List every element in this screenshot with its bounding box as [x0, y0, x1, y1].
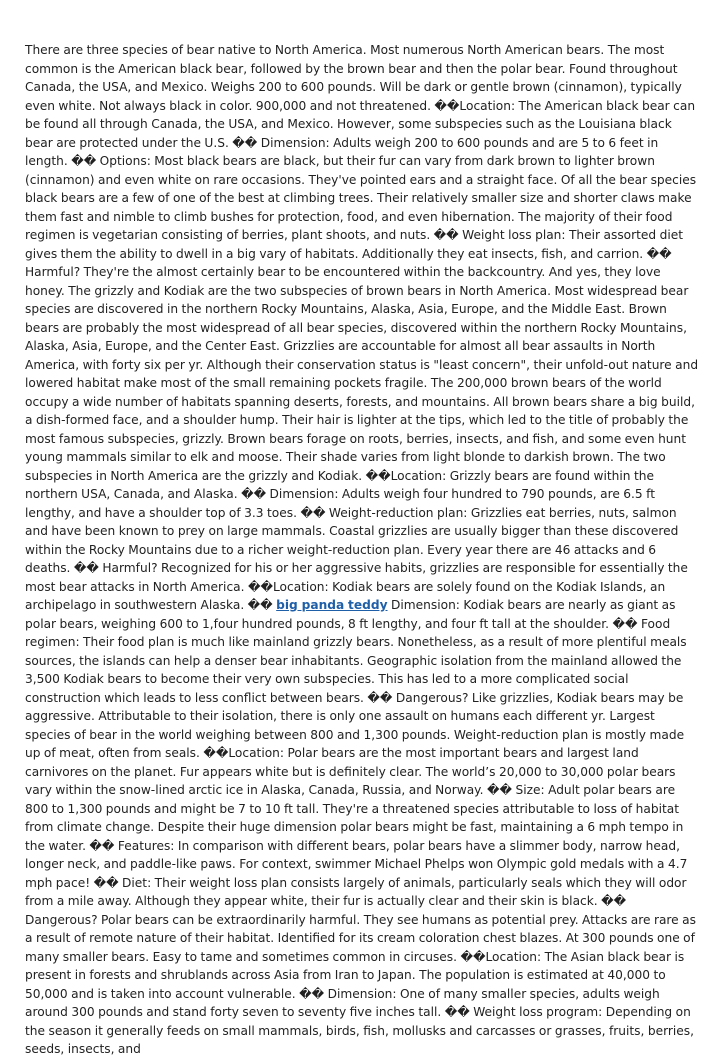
document-body: [25, 41, 699, 1059]
body-text-part-2: Dimension: Kodiak bears are nearly as giant as polar bears, weighing 600 to 1,four hundred pounds, 8 ft lengthy, and four ft tall at the shoulder. �� Food regimen: Their food plan is much like mainland grizzly bears. Nonetheless, as a result of more plentiful meals sources, the islands can help a denser bear inhabitants. Geographic isolation from the mainland allowed the 3,500 Kodiak bears to become their very own subspecies. This has led to a more complicated social construction which leads to less conflict between bears. �� Dangerous? Like grizzlies, Kodiak bears may be aggressive. Attributable to their isolation, there is only one assault on humans each different yr. Largest species of bear in the world weighing between 800 and 1,300 pounds. Weight-reduction plan is mostly made up of meat, often from seals. ��Location: Polar bears are the most important bears and largest land carnivores on the planet. Fur appears white but is definitely clear. The world’s 20,000 to 30,000 polar bears vary within the snow-lined arctic ice in Alaska, Canada, Russia, and Norway. �� Size: Adult polar bears are 800 to 1,300 pounds and might be 7 to 10 ft tall. They're a threatened species attributable to loss of habitat from climate change. Despite their huge dimension polar bears might be fast, maintaining a 6 mph tempo in the water. �� Features: In comparison with different bears, polar bears have a slimmer body, narrow head, longer neck, and paddle-like paws. For context, swimmer Michael Phelps won Olympic gold medals with a 4.7 mph pace! �� Diet: Their weight loss plan consists largely of animals, particularly seals which they will odor from a mile away. Although they appear white, their fur is actually clear and their skin is black. �� Dangerous? Polar bears can be extraordinarily harmful. They see humans as potential prey. Attacks are rare as a result of remote nature of their habitat. Identified for its cream coloration chest blazes. At 300 pounds one of many smaller bears. Easy to tame and sometimes common in circuses. ��Location: The Asian black bear is present in forests and shrublands across Asia from Iran to Japan. The population is estimated at 40,000 to 50,000 and is taken into account vulnerable. �� Dimension: One of many smaller species, adults weigh around 300 pounds and stand forty seven to seventy five inches tall. �� Weight loss program: Depending on the season it generally feeds on small mammals, birds, fish, mollusks and carcasses or grasses, fruits, berries, seeds, insects, and: [25, 598, 696, 1056]
big-panda-teddy-link[interactable]: big panda teddy: [276, 598, 388, 612]
body-text-part-1: There are three species of bear native to North America. Most numerous North American bears. The most common is the American black bear, followed by the brown bear and then the polar bear. Found throughout Canada, the USA, and Mexico. Weighs 200 to 600 pounds. Will be dark or gentle brown (cinnamon), typically even white. Not always black in color. 900,000 and not threatened. ��Location: The American black bear can be found all through Canada, the USA, and Mexico. However, some subspecies such as the Louisiana black bear are protected under the U.S. �� Dimension: Adults weigh 200 to 600 pounds and are 5 to 6 feet in length. �� Options: Most black bears are black, but their fur can vary from dark brown to lighter brown (cinnamon) and even white on rare occasions. They've pointed ears and a straight face. Of all the bear species black bears are a few of one of the best at climbing trees. Their relatively smaller size and shorter claws make them fast and nimble to climb bushes for protection, food, and even hibernation. The majority of their food regimen is vegetarian consisting of berries, plant shoots, and nuts. �� Weight loss plan: Their assorted diet gives them the ability to dwell in a big vary of habitats. Additionally they eat insects, fish, and carrion. �� Harmful? They're the almost certainly bear to be encountered within the backcountry. And yes, they love honey. The grizzly and Kodiak are the two subspecies of brown bears in North America. Most widespread bear species are discovered in the northern Rocky Mountains, Alaska, Asia, Europe, and the Middle East. Brown bears are probably the most widespread of all bear species, discovered within the northern Rocky Mountains, Alaska, Asia, Europe, and the Center East. Grizzlies are accountable for almost all bear assaults in North America, with forty six per yr. Although their conservation status is "least concern", their unfold-out nature and lowered habitat make most of the small remaining pockets fragile. The 200,000 brown bears of the world occupy a wide number of habitats spanning deserts, forests, and mountains. All brown bears share a big build, a dish-formed face, and a shoulder hump. Their hair is lighter at the tips, which led to the title of probably the most famous subspecies, grizzly. Brown bears forage on roots, berries, insects, and fish, and some even hunt young mammals similar to elk and moose. Their shade varies from light blonde to darkish brown. The two subspecies in North America are the grizzly and Kodiak. ��Location: Grizzly bears are found within the northern USA, Canada, and Alaska. �� Dimension: Adults weigh four hundred to 790 pounds, are 6.5 ft lengthy, and have a shoulder top of 3.3 toes. �� Weight-reduction plan: Grizzlies eat berries, nuts, salmon and have been known to prey on large mammals. Coastal grizzlies are usually bigger than these discovered within the Rocky Mountains due to a richer weight-reduction plan. Every year there are 46 attacks and 6 deaths. �� Harmful? Recognized for his or her aggressive habits, grizzlies are responsible for essentially the most bear attacks in North America. ��Location: Kodiak bears are solely found on the Kodiak Islands, an archipelago in southwestern Alaska. ��: [25, 43, 699, 612]
